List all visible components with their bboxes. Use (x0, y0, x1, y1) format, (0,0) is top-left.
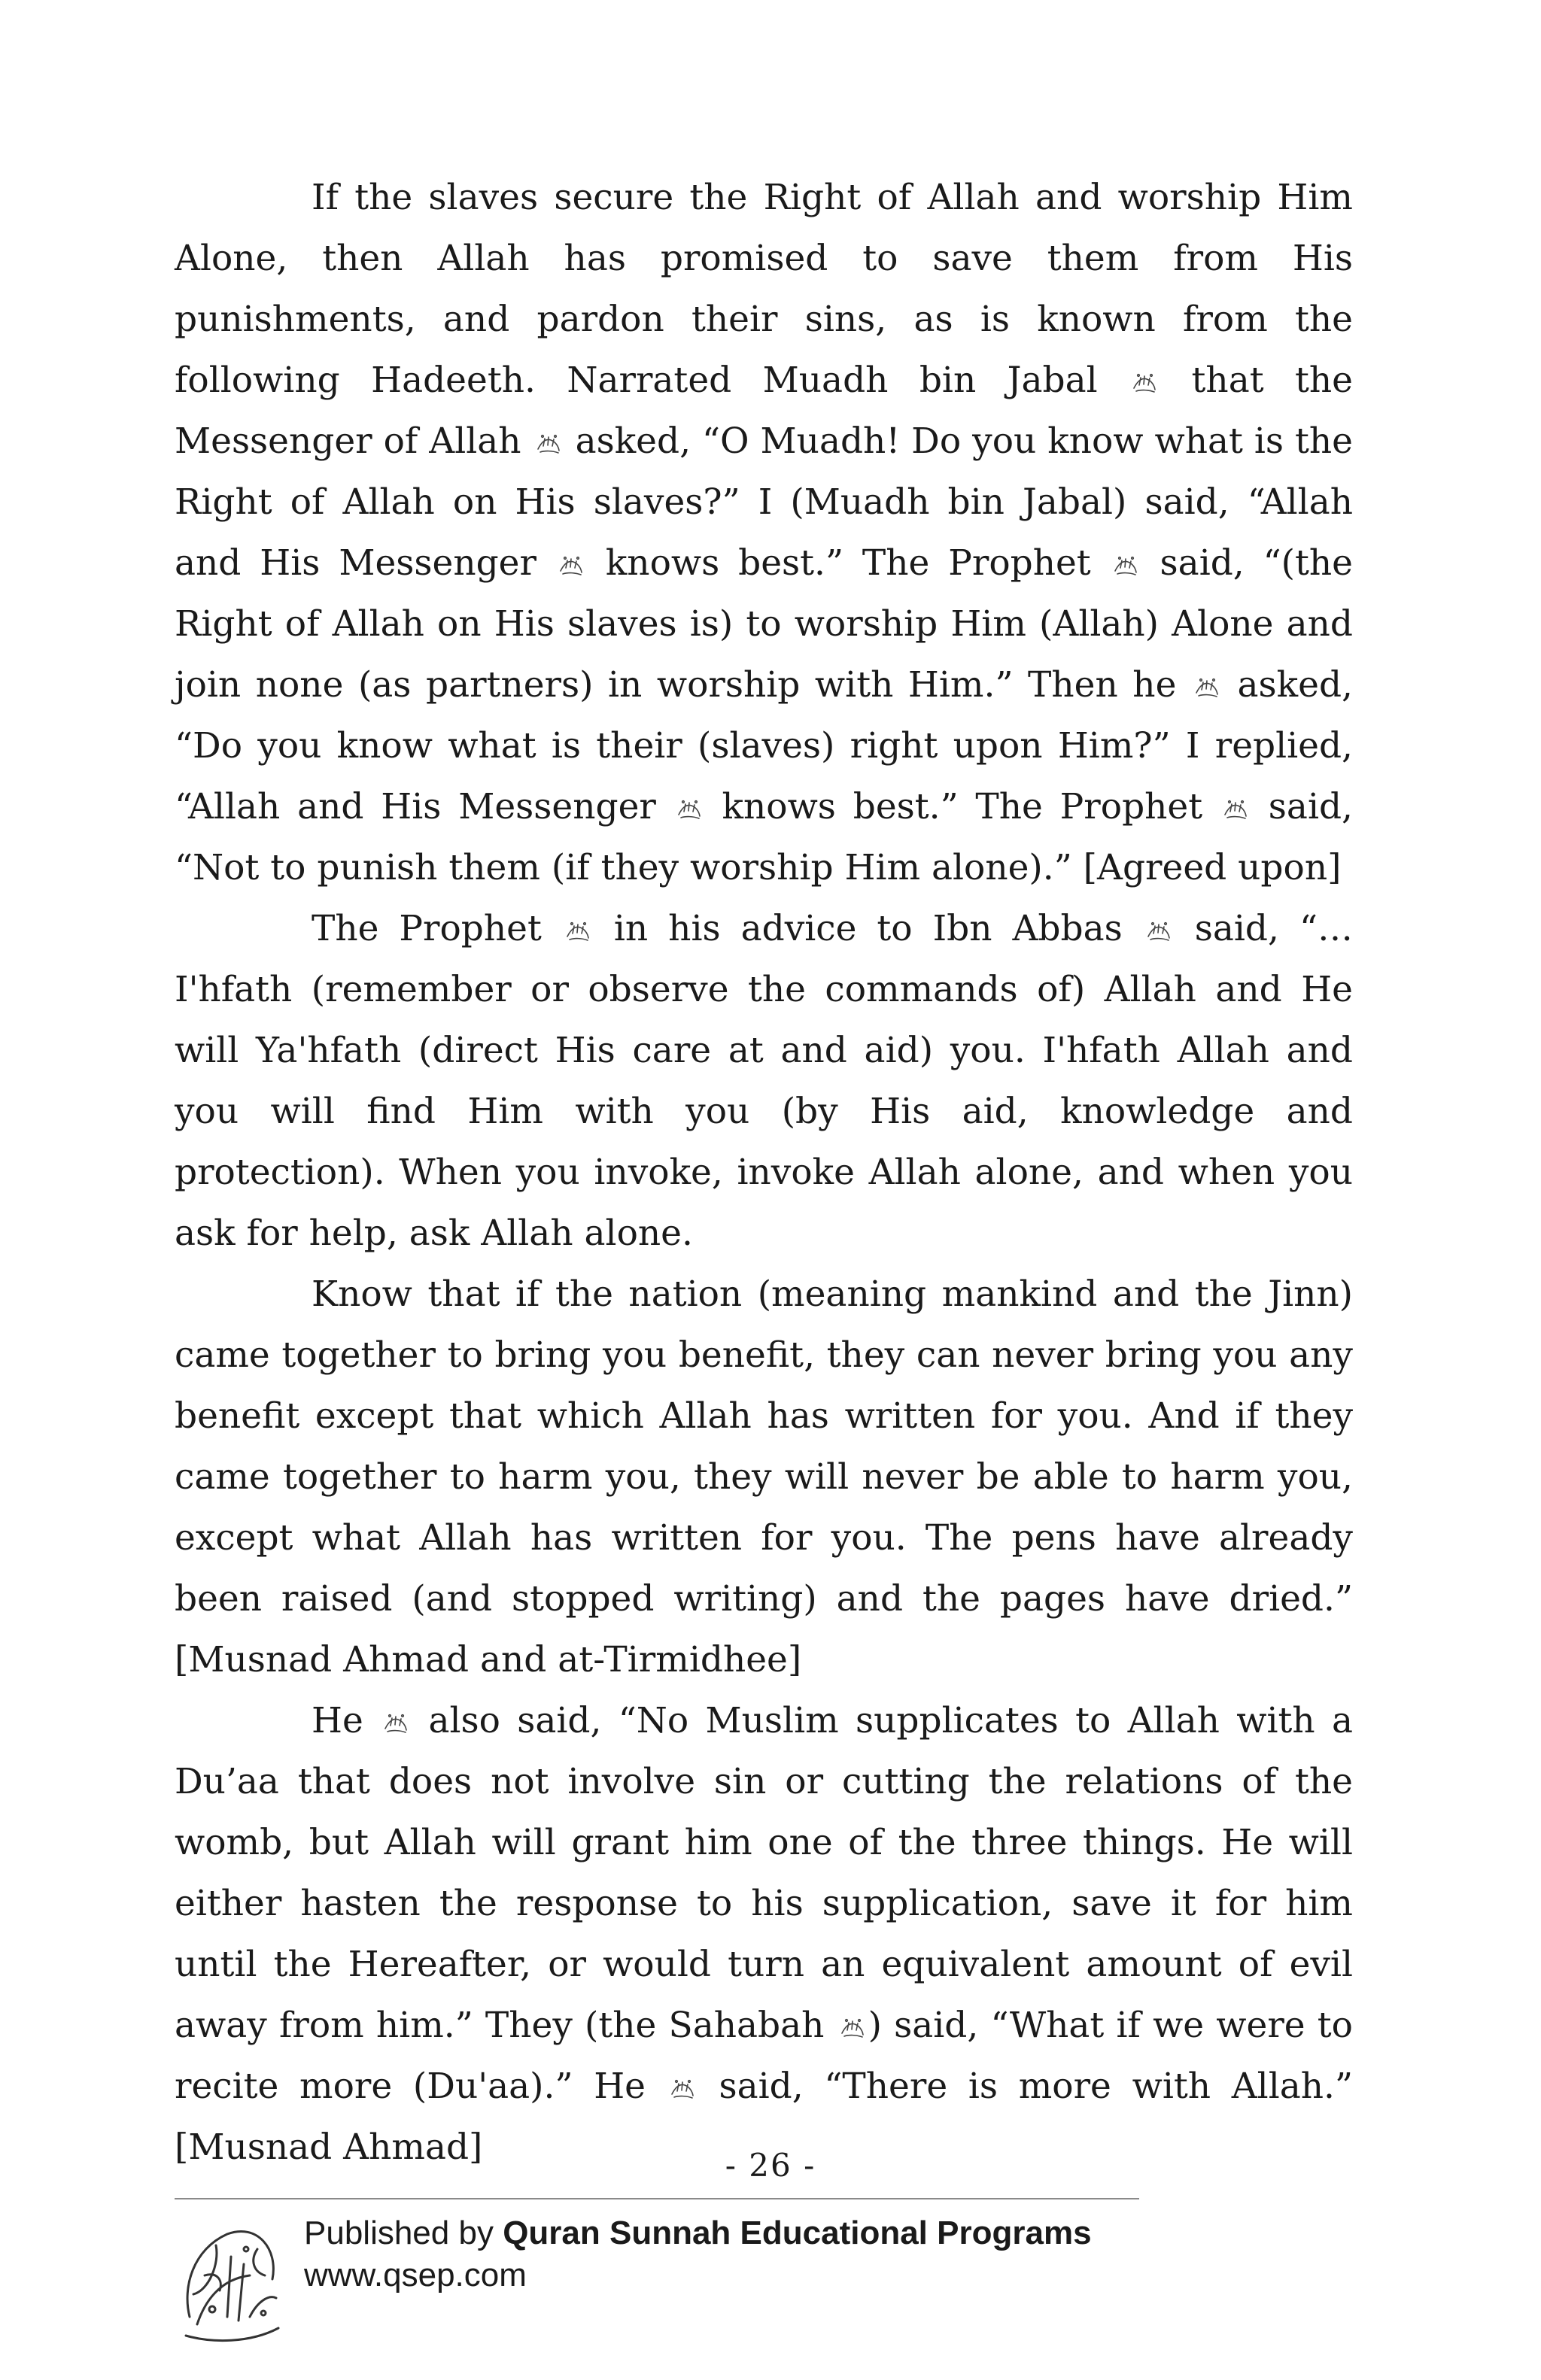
text-run: The Prophet (312, 908, 542, 949)
salallahu-alayhi-wasallam-icon (565, 920, 591, 943)
text-run: If the slaves secure the Right of Allah and worship Him Alone, then Allah has promised to save them from His punishments, and pardon their sins, as is known from the following Hadeeth. Narrated Muadh bin Jabal (175, 177, 1353, 401)
salallahu-alayhi-wasallam-icon (1223, 798, 1248, 821)
salallahu-alayhi-wasallam-icon (536, 433, 561, 455)
text-run: He (312, 1700, 363, 1741)
salallahu-alayhi-wasallam-icon (1113, 554, 1138, 577)
paragraph (175, 1690, 1353, 2178)
text-run: knows best.” The Prophet (722, 786, 1203, 827)
radhiallahu-anhum-icon (840, 2017, 865, 2039)
salallahu-alayhi-wasallam-icon (558, 554, 584, 577)
text-run: that the Messenger of Allah (175, 360, 1353, 462)
publisher-name: Quran Sunnah Educational Programs (503, 2215, 1092, 2251)
page-number: - 26 - (725, 2147, 816, 2184)
paragraph (175, 1264, 1353, 1690)
radhiallahu-anhu-icon (1132, 372, 1157, 394)
text-run: in his advice to Ibn Abbas (613, 908, 1123, 949)
calligraphy-logo-icon (175, 2204, 286, 2354)
salallahu-alayhi-wasallam-icon (383, 1712, 409, 1735)
text-run: also said, “No Muslim supplicates to Allah with a Du’aa that does not involve sin or cutting the relations of the womb, but Allah will grant him one of the three things. He will either hasten the response to his supplication, save it for him until the Hereafter, or would turn an equivalent amount of evil away from him.” They (the Sahabah (175, 1700, 1353, 2046)
text-run: asked, “O Muadh! Do you know what is the Right of Allah on His slaves?” I (Muadh bin Jabal) said, “Allah and His Messenger (175, 420, 1353, 584)
text-run: said, “There is more with Allah.” [Musnad Ahmad] (175, 2066, 1353, 2168)
text-run: ) said, “What if we were to recite more (Du'aa).” He (175, 2005, 1353, 2107)
website-link[interactable]: www.qsep.com (304, 2257, 527, 2293)
text-run: said, “Not to punish them (if they worship Him alone).” [Agreed upon] (175, 786, 1353, 888)
paragraph (175, 898, 1353, 1264)
salallahu-alayhi-wasallam-icon (670, 2078, 695, 2100)
text-run: Know that if the nation (meaning mankind and the Jinn) came together to bring you benefit, they can never bring you any benefit except that which Allah has written for you. And if they came together to harm you, they will never be able to harm you, except what Allah has written for you. The pens have already been raised (and stopped writing) and the pages have dried.” [Musnad Ahmad and at-Tirmidhee] (175, 1273, 1353, 1680)
footer-divider (175, 2198, 1139, 2199)
text-run: asked, “Do you know what is their (slaves) right upon Him?” I replied, “Allah and His Messenger (175, 664, 1353, 827)
text-run: knows best.” The Prophet (605, 542, 1091, 584)
paragraph (175, 167, 1353, 898)
radhiallahu-anhu-icon (1146, 920, 1172, 943)
salallahu-alayhi-wasallam-icon (676, 798, 702, 821)
salallahu-alayhi-wasallam-icon (1194, 676, 1220, 699)
published-by-label: Published by (304, 2215, 494, 2251)
publisher-line (304, 2213, 1092, 2254)
body-text (175, 167, 1353, 2178)
text-run: said, “(the Right of Allah on His slaves is) to worship Him (Allah) Alone and join none (as partners) in worship with Him.” Then he (175, 542, 1353, 706)
text-run: said, “…I'hfath (remember or observe the commands of) Allah and He will Ya'hfath (direct His care at and aid) you. I'hfath Allah and you will find Him with you (by His aid, knowledge and protection). When you invoke, invoke Allah alone, and when you ask for help, ask Allah alone. (175, 908, 1353, 1254)
